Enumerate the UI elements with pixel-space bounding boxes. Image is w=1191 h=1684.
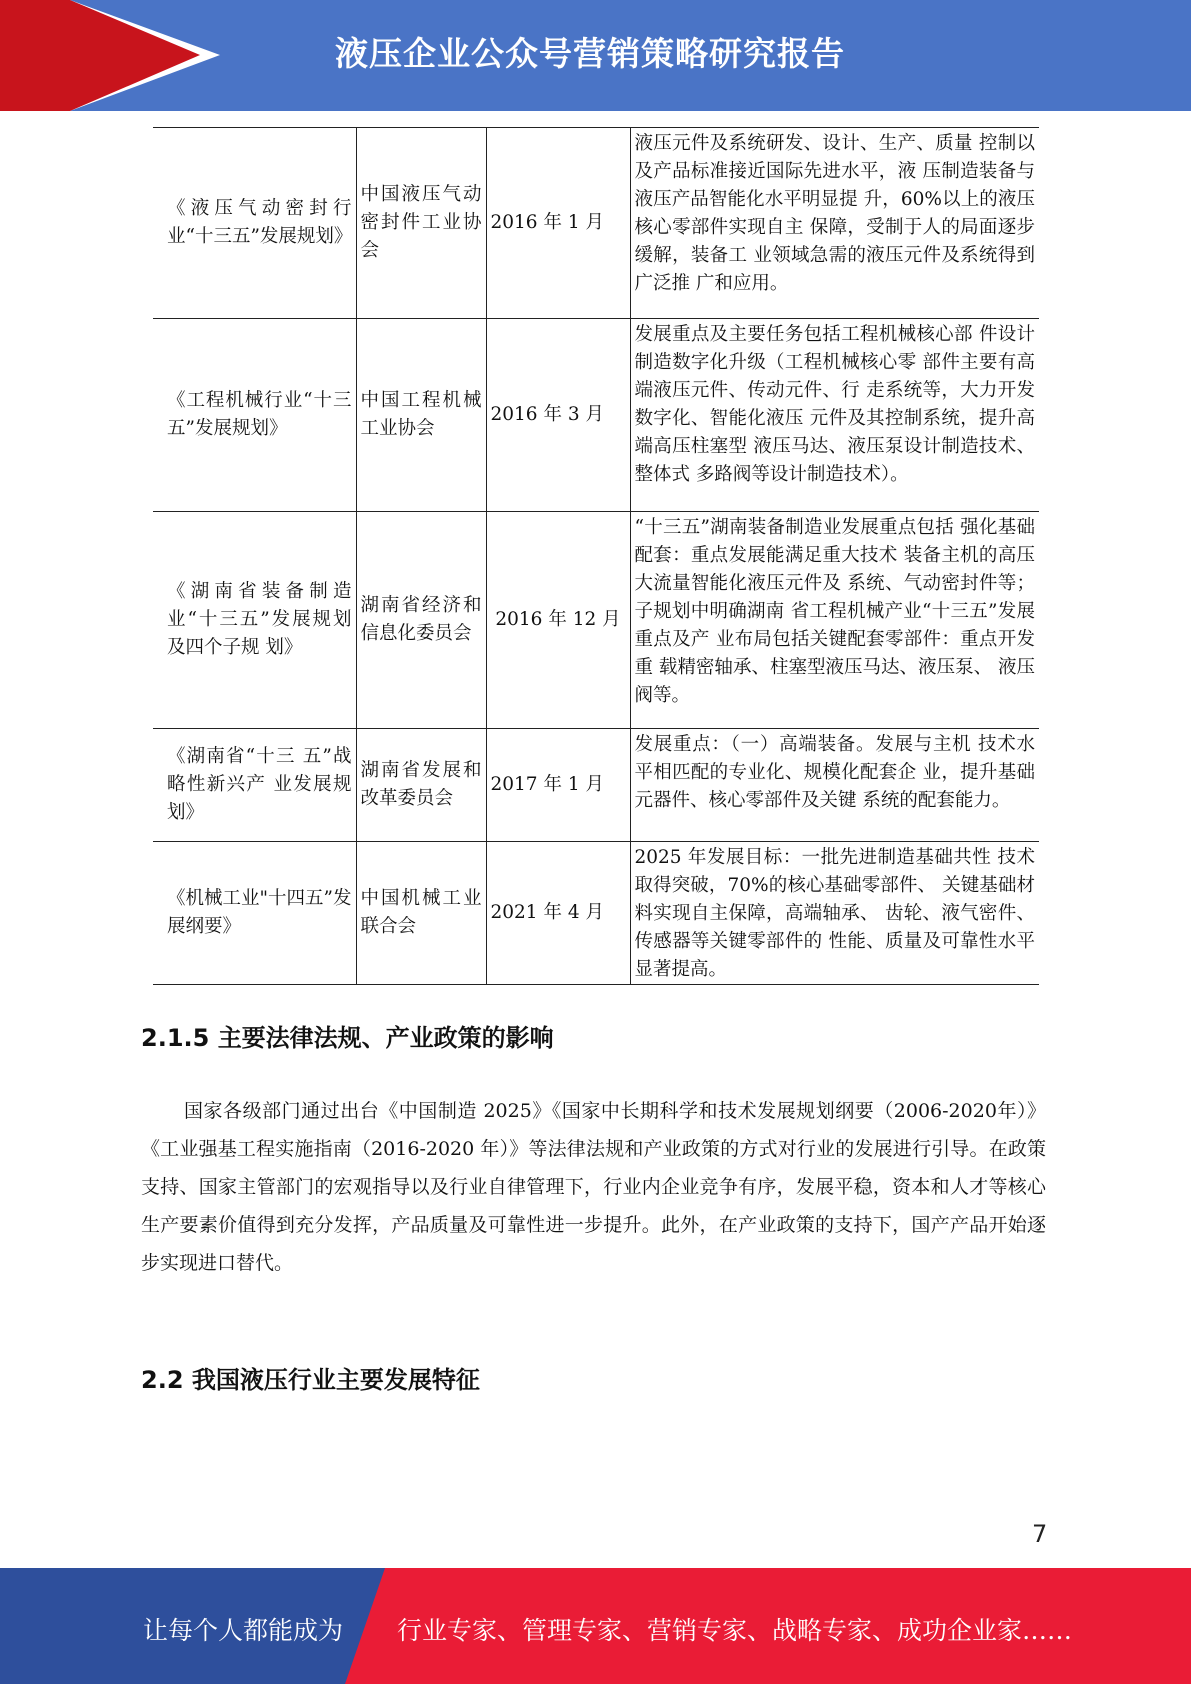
page-number: 7 (1032, 1520, 1048, 1548)
policy-name: 《机械工业"十四五”发展纲要》 (153, 842, 356, 985)
footer-slogan-right: 行业专家、管理专家、营销专家、战略专家、成功企业家…… (397, 1616, 1073, 1645)
policy-issuer: 中国液压气动密封件工业协会 (356, 128, 486, 319)
policy-issuer: 湖南省发展和改革委员会 (356, 729, 486, 842)
table-row (153, 512, 1039, 729)
policy-name: 《湖南省“十三 五”战略性新兴产 业发展规划》 (153, 729, 356, 842)
policy-issuer: 中国工程机械工业协会 (356, 319, 486, 512)
policy-date: 2016 年 1 月 (486, 128, 630, 319)
policy-table (153, 127, 1039, 985)
policy-content: 发展重点：（一）高端装备。发展与主机 技术水平相匹配的专业化、规模化配套企 业，提升基础元器件、核心零部件及关键 系统的配套能力。 (630, 729, 1039, 842)
header-arrow-red (70, 0, 200, 111)
policy-name: 《工程机械行业“十三五”发展规划》 (153, 319, 356, 512)
policy-date: 2017 年 1 月 (486, 729, 630, 842)
table-row (153, 128, 1039, 319)
policy-content: 液压元件及系统研发、设计、生产、质量 控制以及产品标准接近国际先进水平，液 压制造装备与液压产品智能化水平明显提 升，60%以上的液压核心零部件实现自主 保障，受制于人的局面逐步缓解，装备工 业领域急需的液压元件及系统得到广泛推 广和应用。 (630, 128, 1039, 319)
footer-blue-slant (345, 1568, 385, 1684)
header-red-block (0, 0, 70, 111)
footer-slogan-left: 让每个人都能成为 (143, 1616, 344, 1645)
table-row (153, 842, 1039, 985)
policy-name: 《湖南省装备制造业“十三五”发展规划及四个子规 划》 (153, 512, 356, 729)
footer-banner (0, 1568, 1191, 1684)
policy-date: 2016 年 3 月 (486, 319, 630, 512)
table-row (153, 319, 1039, 512)
section-heading: 2.1.5 主要法律法规、产业政策的影响 (141, 1024, 554, 1052)
section-heading: 2.2 我国液压行业主要发展特征 (141, 1366, 480, 1394)
policy-content: “十三五”湖南装备制造业发展重点包括 强化基础配套：重点发展能满足重大技术 装备主机的高压大流量智能化液压元件及 系统、气动密封件等；子规划中明确湖南 省工程机械产业“十三五”发展重点及产 业布局包括关键配套零部件：重点开发重 载精密轴承、柱塞型液压马达、液压泵、 液压阀等。 (630, 512, 1039, 729)
header-banner (0, 0, 1191, 111)
policy-date: 2016 年 12 月 (486, 512, 630, 729)
report-title: 液压企业公众号营销策略研究报告 (335, 34, 845, 73)
policy-issuer: 湖南省经济和信息化委员会 (356, 512, 486, 729)
policy-issuer: 中国机械工业联合会 (356, 842, 486, 985)
policy-date: 2021 年 4 月 (486, 842, 630, 985)
policy-name: 《液压气动密封行业“十三五”发展规划》 (153, 128, 356, 319)
table-row (153, 729, 1039, 842)
policy-content: 2025 年发展目标：一批先进制造基础共性 技术取得突破，70%的核心基础零部件、 关键基础材料实现自主保障，高端轴承、 齿轮、液气密件、传感器等关键零部件的 性能、质量及可靠性水平显著提高。 (630, 842, 1039, 985)
policy-content: 发展重点及主要任务包括工程机械核心部 件设计制造数字化升级（工程机械核心零 部件主要有高端液压元件、传动元件、行 走系统等，大力开发数字化、智能化液压 元件及其控制系统，提升高端高压柱塞型 液压马达、液压泵设计制造技术、整体式 多路阀等设计制造技术）。 (630, 319, 1039, 512)
section-paragraph: 国家各级部门通过出台《中国制造 2025》《国家中长期科学和技术发展规划纲要（2006-2020年）》《工业强基工程实施指南（2016-2020 年）》等法律法规和产业政策的方式对行业的发展进行引导。在政策支持、国家主管部门的宏观指导以及行业自律管理下，行业内企业竞争有序，发展平稳，资本和人才等核心生产要素价值得到充分发挥，产品质量及可靠性进一步提升。此外，在产业政策的支持下，国产产品开始逐步实现进口替代。 (141, 1100, 1046, 1274)
